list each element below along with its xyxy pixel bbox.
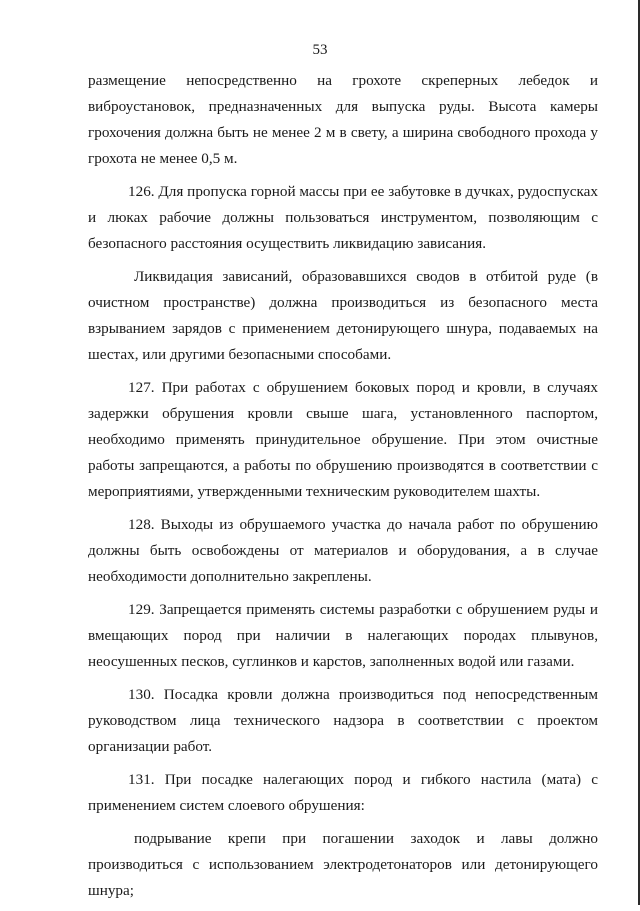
paragraph-131: 131. При посадке налегающих пород и гибкого настила (мата) с применением систем слоевого обрушения: <box>88 771 598 814</box>
paragraph-129: 129. Запрещается применять системы разработки с обрушением руды и вмещающих пород при наличии в налегающих породах плывунов, неосушенных песков, суглинков и карстов, заполненных водой или газами. <box>88 601 598 670</box>
paragraph-130: 130. Посадка кровли должна производиться под непосредственным руководством лица технического надзора в соответствии с проектом организации работ. <box>88 686 598 755</box>
paragraph-126: 126. Для пропуска горной массы при ее забутовке в дучках, рудоспусках и люках рабочие должны пользоваться инструментом, позволяющим с безопасного расстояния осуществить ликвидацию зависания. <box>88 183 598 252</box>
document-body <box>88 68 598 911</box>
paragraph-hang-up-removal: Ликвидация зависаний, образовавшихся сводов в отбитой руде (в очистном пространстве) должна производиться из безопасного места взрыванием зарядов с применением детонирующего шнура, подаваемых на шестах, или другими безопасными способами. <box>88 268 598 363</box>
paragraph-131-item-1: подрывание крепи при погашении заходок и лавы должно производиться с использованием электродетонаторов или детонирующего шнура; <box>88 830 598 899</box>
paragraph-128: 128. Выходы из обрушаемого участка до начала работ по обрушению должны быть освобождены от материалов и оборудования, а в случае необходимости дополнительно закреплены. <box>88 516 598 585</box>
paragraph-continuation: размещение непосредственно на грохоте скреперных лебедок и виброустановок, предназначенных для выпуска руды. Высота камеры грохочения должна быть не менее 2 м в свету, а ширина свободного прохода у грохота не менее 0,5 м. <box>88 72 598 167</box>
page-number: 53 <box>312 42 328 58</box>
paragraph-127: 127. При работах с обрушением боковых пород и кровли, в случаях задержки обрушения кровли свыше шага, установленного паспортом, необходимо применять принудительное обрушение. При этом очистные работы запрещаются, а работы по обрушению производятся в соответствии с мероприятиями, утвержденными техническим руководителем шахты. <box>88 379 598 500</box>
